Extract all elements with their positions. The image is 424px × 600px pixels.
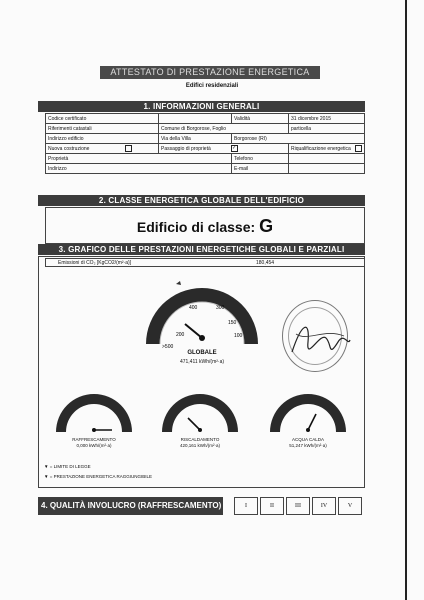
global-gauge-value: 471,411 kWh/(m²·a) (179, 359, 225, 365)
email-value (289, 164, 365, 174)
quality-class-4: IV (312, 497, 336, 515)
particella-label: particella (289, 124, 365, 134)
codice-label: Codice certificato (46, 114, 159, 124)
co2-label: Emissioni di CO₂ [KgCO2/(m²·a)] (58, 260, 132, 266)
global-tick-400: 400 (189, 305, 198, 311)
document-title: ATTESTATO DI PRESTAZIONE ENERGETICA (100, 66, 320, 79)
validita-value: 31 dicembre 2015 (289, 114, 365, 124)
legend-limit-text: = LIMITE DI LEGGE (49, 464, 91, 469)
raffrescamento-hub (92, 428, 96, 432)
proprieta-label: Proprietà (46, 154, 232, 164)
nuova-costruzione-cell (46, 144, 159, 154)
legend-limit (44, 464, 91, 469)
legend-target (44, 474, 152, 479)
raffrescamento-gauge (52, 390, 136, 436)
global-tick-300: 300 (216, 305, 225, 311)
triangle-down-icon: ▼ (44, 464, 49, 469)
riferimenti-value: Comune di Borgorose, Foglio (159, 124, 289, 134)
indirizzo-edificio-label: Indirizzo edificio (46, 134, 159, 144)
riqualificazione-cell (289, 144, 365, 154)
passaggio-checkbox[interactable]: ✓ (232, 145, 237, 151)
indirizzo-edificio-value: Via della Villa (159, 134, 232, 144)
energy-class-value: G (259, 216, 274, 236)
riscaldamento-needle (188, 418, 200, 430)
raffrescamento-gauge-arc (56, 394, 132, 432)
riscaldamento-gauge-arc (162, 394, 238, 432)
riscaldamento-value: 420,161 kWh/(m²·a) (179, 443, 220, 448)
riscaldamento-label: RISCALDAMENTO (180, 437, 220, 442)
telefono-label: Telefono (232, 154, 289, 164)
global-gauge-label: GLOBALE (187, 350, 217, 356)
general-info-table (45, 113, 365, 174)
section-2-title: 2. CLASSE ENERGETICA GLOBALE DELL'EDIFICIO (38, 195, 365, 206)
acqua-calda-value: 51,247 kWh/(m²·a) (289, 443, 327, 448)
section-4 (38, 497, 365, 515)
acqua-calda-hub (306, 428, 310, 432)
document-subtitle: Edifici residenziali (185, 83, 239, 89)
indirizzo-label: Indirizzo (46, 164, 232, 174)
global-tick-100: 100 (234, 333, 243, 339)
global-limit-marker (176, 281, 181, 285)
riferimenti-label: Riferimenti catastali (46, 124, 159, 134)
global-tick-max: >500 (162, 344, 174, 350)
raffrescamento-label: RAFFRESCAMENTO (72, 437, 116, 442)
global-tick-200: 200 (176, 332, 185, 338)
signature (288, 312, 354, 370)
global-gauge-hub (199, 335, 205, 341)
global-gauge (140, 278, 264, 350)
quality-class-5: V (338, 497, 362, 515)
riqualificazione-label: Riqualificazione energetica (291, 145, 351, 152)
global-gauge-needle (185, 324, 202, 338)
riqualificazione-checkbox[interactable] (355, 145, 362, 152)
triangle-down-icon: ▼ (44, 474, 49, 479)
acqua-calda-label: ACQUA CALDA (291, 437, 324, 442)
acqua-calda-gauge-arc (270, 394, 346, 432)
global-tick-150: 150 (228, 320, 237, 326)
energy-class-label: Edificio di classe: (136, 219, 256, 235)
passaggio-cell (159, 144, 289, 154)
raffrescamento-value: 0,000 kWh/(m²·a) (76, 443, 112, 448)
co2-value: 180,454 (256, 260, 275, 266)
page-edge (405, 0, 407, 600)
section-3-title: 3. GRAFICO DELLE PRESTAZIONI ENERGETICHE GLOBALI E PARZIALI (38, 244, 365, 255)
validita-label: Validità (232, 114, 289, 124)
quality-class-3: III (286, 497, 310, 515)
riscaldamento-hub (198, 428, 202, 432)
quality-class-2: II (260, 497, 284, 515)
legend-target-text: = PRESTAZIONE ENERGETICA RAGGIUNGIBILE (49, 474, 153, 479)
section-1-title: 1. INFORMAZIONI GENERALI (38, 101, 365, 112)
email-label: E-mail (232, 164, 289, 174)
quality-class-1: I (234, 497, 258, 515)
nuova-costruzione-checkbox[interactable] (125, 145, 132, 152)
riscaldamento-gauge (158, 390, 242, 436)
co2-emissions-row (45, 258, 365, 267)
telefono-value (289, 154, 365, 164)
nuova-costruzione-label: Nuova costruzione (48, 145, 90, 152)
passaggio-label: Passaggio di proprietà (161, 145, 211, 152)
codice-value (159, 114, 232, 124)
section-4-title: 4. QUALITÀ INVOLUCRO (RAFFRESCAMENTO) (38, 497, 223, 515)
energy-class-box (45, 207, 365, 244)
acqua-calda-gauge (266, 390, 350, 436)
acqua-calda-needle (308, 414, 316, 430)
localita-value: Borgorose (RI) (232, 134, 365, 144)
